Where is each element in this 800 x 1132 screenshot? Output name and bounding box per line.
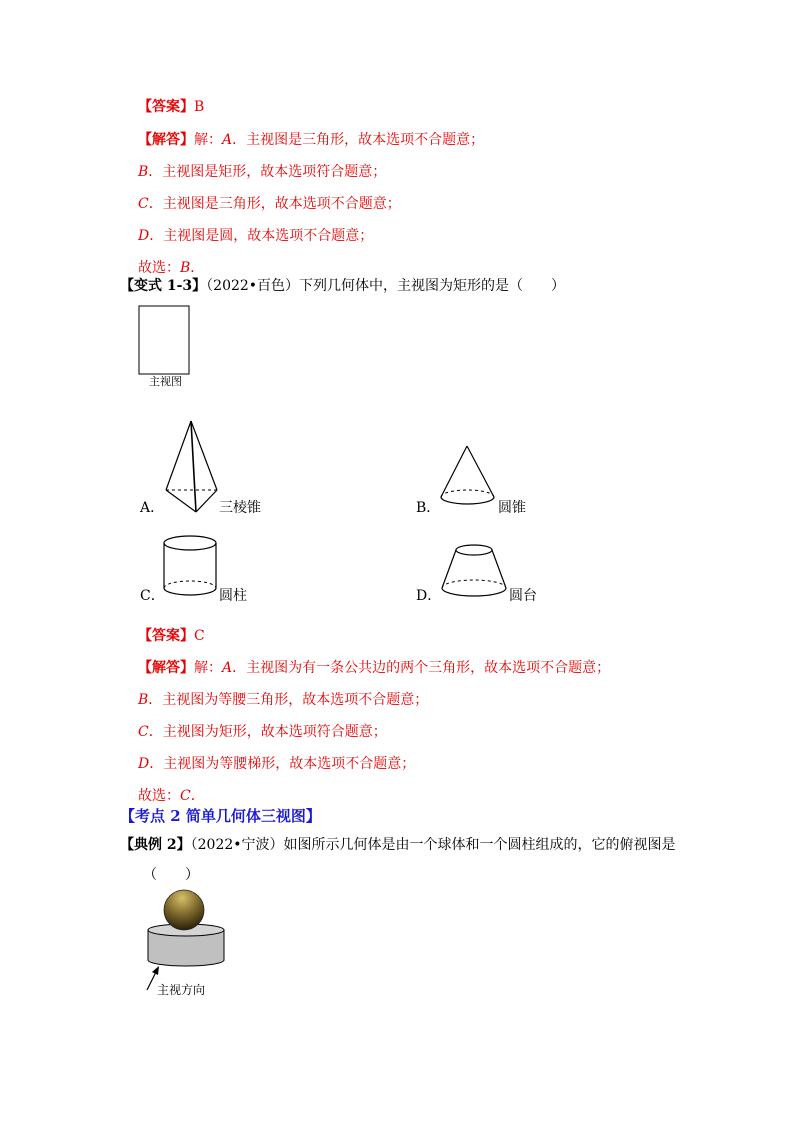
- explain-text: ．主视图是矩形，故本选项符合题意；: [148, 164, 387, 180]
- option-a-name: 三棱锥: [219, 500, 261, 516]
- explain-line-2-d: [138, 755, 415, 773]
- option-letter: D: [138, 756, 150, 772]
- explain-text: ．主视图为等腰三角形，故本选项不合题意；: [148, 692, 429, 708]
- explain-text: ．主视图是圆，故本选项不合题意；: [149, 228, 374, 244]
- explain-text: ．主视图为等腰梯形，故本选项不合题意；: [149, 756, 416, 772]
- question-tag: 【典例 2】: [120, 837, 191, 853]
- option-b-name: 圆锥: [498, 500, 526, 516]
- front-view-label: 主视图: [149, 375, 182, 388]
- cone-figure: [441, 446, 494, 504]
- option-letter: B: [138, 692, 149, 708]
- conclusion-2: [138, 787, 205, 805]
- cylinder-figure: [164, 536, 216, 595]
- question-tag: 【变式 1-3】: [120, 278, 207, 294]
- option-b-letter: B．: [416, 500, 441, 516]
- answer-line-2: [138, 627, 205, 645]
- explain-tag: 【解答】: [138, 660, 194, 676]
- option-a-letter: A．: [140, 500, 165, 516]
- conclusion-prefix: 故选：: [138, 260, 180, 276]
- question-3-paren: （ ）: [143, 867, 199, 883]
- explain-tag: 【解答】: [138, 132, 194, 148]
- option-letter: A: [222, 132, 233, 148]
- conclusion-letter: C: [180, 788, 191, 804]
- direction-label: 主视方向: [157, 983, 206, 997]
- question-text: （2022•宁波）如图所示几何体是由一个球体和一个圆柱组成的，它的俯视图是: [190, 837, 676, 853]
- answer-tag: 【答案】: [138, 628, 194, 644]
- front-view-rect: [139, 306, 189, 374]
- option-letter: A: [222, 660, 233, 676]
- conclusion-letter: B: [180, 260, 191, 276]
- section-title: 【考点 2 简单几何体三视图】: [120, 807, 321, 825]
- option-c-name: 圆柱: [219, 588, 247, 604]
- explain-text: ．主视图是三角形，故本选项不合题意；: [232, 132, 485, 148]
- question-text: （2022•百色）下列几何体中，主视图为矩形的是（ ）: [206, 278, 566, 294]
- answer-value: B: [194, 99, 205, 115]
- option-letter: B: [138, 164, 149, 180]
- explain-line-2-a: [138, 659, 610, 677]
- option-letter: C: [138, 724, 149, 740]
- option-d-name: 圆台: [509, 588, 537, 604]
- explain-text: ．主视图是三角形，故本选项不合题意；: [148, 196, 401, 212]
- conclusion-suffix: ．: [190, 260, 205, 276]
- conclusion-prefix: 故选：: [138, 788, 180, 804]
- explain-prefix: 解：: [194, 660, 222, 676]
- explain-line-2-b: [138, 691, 428, 709]
- explain-line-2-c: [138, 723, 387, 741]
- explain-prefix: 解：: [194, 132, 222, 148]
- question-3: [120, 836, 676, 854]
- answer-tag: 【答案】: [138, 99, 194, 115]
- sphere-cylinder-figure: [147, 890, 224, 990]
- frustum-figure: [442, 545, 506, 596]
- conclusion-suffix: ．: [190, 788, 205, 804]
- explain-text: ．主视图为矩形，故本选项符合题意；: [148, 724, 387, 740]
- option-letter: C: [138, 196, 149, 212]
- triangular-pyramid-figure: [166, 421, 217, 512]
- option-letter: D: [138, 228, 150, 244]
- explain-text: ．主视图为有一条公共边的两个三角形，故本选项不合题意；: [232, 660, 611, 676]
- option-c-letter: C．: [140, 588, 165, 604]
- option-d-letter: D．: [416, 588, 442, 604]
- answer-value: C: [194, 628, 205, 644]
